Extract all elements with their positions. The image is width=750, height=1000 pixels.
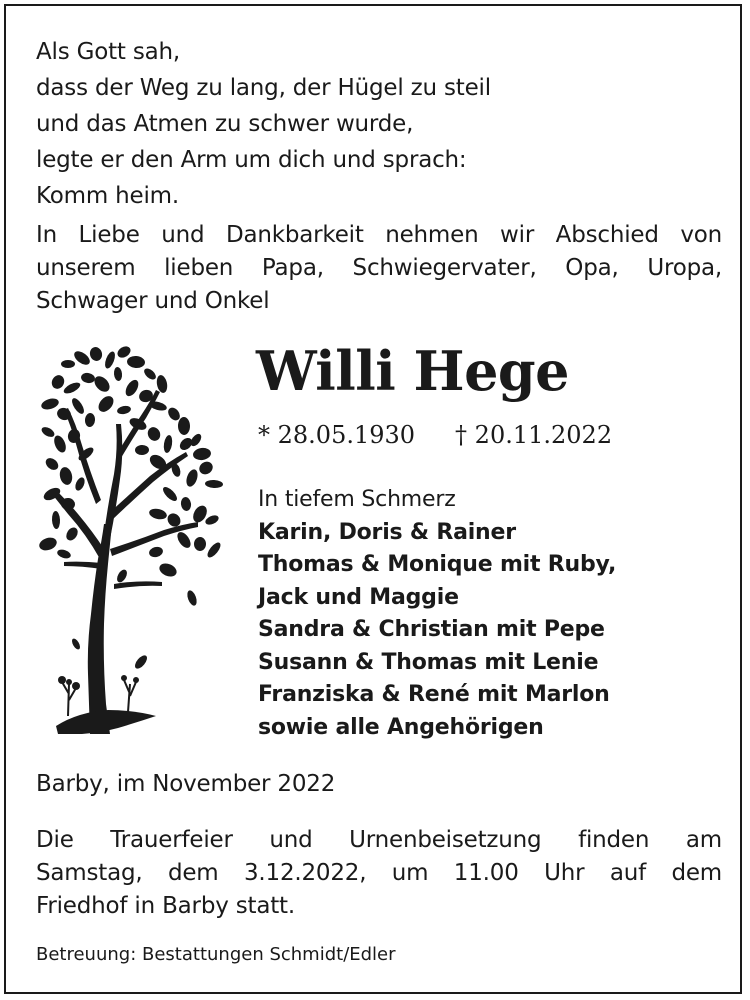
leaf-icon — [205, 480, 223, 489]
funeral-home-credit: Betreuung: Bestattungen Schmidt/Edler — [36, 944, 396, 965]
leaf-icon — [85, 413, 96, 428]
leaf-icon — [61, 360, 75, 368]
mourner-line: sowie alle Angehörigen — [258, 714, 544, 740]
leaf-icon — [40, 425, 56, 439]
leaf-icon — [205, 540, 223, 559]
leaf-icon — [56, 548, 72, 560]
ceremony-line: Samstag, dem 3.12.2022, um 11.00 Uhr auf dem — [36, 860, 722, 886]
leaf-icon — [161, 485, 179, 503]
life-dates — [258, 418, 612, 452]
intro-line: unserem lieben Papa, Schwiegervater, Opa, Uropa, — [36, 255, 722, 281]
ceremony-notice — [36, 824, 722, 923]
leaf-icon — [38, 535, 58, 552]
leaf-icon — [175, 530, 194, 550]
place-date: Barby, im November 2022 — [36, 771, 336, 797]
leaf-icon — [123, 378, 141, 399]
leaf-icon — [142, 366, 158, 381]
leaf-icon — [73, 476, 86, 492]
intro-line: In Liebe und Dankbarkeit nehmen wir Abschied von — [36, 222, 722, 248]
leaf-icon — [43, 456, 60, 473]
poem-line: Komm heim. — [36, 183, 179, 209]
leaf-icon — [58, 466, 74, 486]
tree-silhouette-icon — [38, 344, 228, 734]
mourners-list — [258, 484, 728, 744]
birth-date: * 28.05.1930 — [258, 421, 416, 449]
leaf-icon — [184, 468, 199, 488]
leaf-icon — [180, 496, 192, 511]
mourner-line: Susann & Thomas mit Lenie — [258, 649, 599, 675]
leaf-icon — [157, 561, 178, 579]
poem — [36, 34, 716, 214]
intro-line: Schwager und Onkel — [36, 288, 270, 314]
mourners-lead: In tiefem Schmerz — [258, 487, 456, 512]
leaf-icon — [178, 417, 190, 435]
leaf-icon — [116, 405, 131, 416]
mourner-line: Karin, Doris & Rainer — [258, 519, 516, 545]
leaf-icon — [163, 434, 174, 453]
death-date: † 20.11.2022 — [455, 421, 613, 449]
poem-line: und das Atmen zu schwer wurde, — [36, 111, 414, 137]
leaf-icon — [91, 373, 112, 394]
leaf-icon — [148, 507, 168, 521]
mourner-line: Sandra & Christian mit Pepe — [258, 617, 605, 642]
farewell-intro — [36, 219, 722, 318]
leaf-icon — [204, 513, 220, 526]
leaf-icon — [88, 346, 103, 363]
leaf-icon — [64, 525, 80, 542]
mourner-line: Jack und Maggie — [258, 584, 459, 610]
mourner-line: Franziska & René mit Marlon — [258, 682, 610, 707]
leaf-icon — [145, 425, 162, 443]
ceremony-line: Friedhof in Barby statt. — [36, 893, 295, 919]
leaf-icon — [197, 459, 215, 477]
leaf-icon — [52, 511, 61, 529]
leaf-icon — [70, 396, 87, 415]
leaf-icon — [40, 397, 60, 412]
leaf-icon — [50, 373, 67, 391]
leaf-icon — [62, 380, 82, 395]
deceased-name: Willi Hege — [256, 339, 570, 403]
mourner-line: Thomas & Monique mit Ruby, — [258, 552, 617, 577]
leaf-icon — [135, 445, 149, 455]
ceremony-line: Die Trauerfeier und Urnenbeisetzung finden am — [36, 827, 722, 853]
leaf-icon — [127, 355, 146, 369]
leaf-icon — [192, 447, 211, 461]
obituary-notice — [4, 4, 742, 994]
poem-line: dass der Weg zu lang, der Hügel zu steil — [36, 75, 491, 101]
leaf-icon — [80, 372, 96, 384]
leaf-icon — [103, 350, 117, 370]
leaf-icon — [148, 545, 164, 558]
leaf-icon — [96, 393, 117, 414]
leaf-icon — [113, 367, 122, 382]
poem-line: legte er den Arm um dich und sprach: — [36, 147, 467, 173]
leaf-icon — [52, 434, 68, 454]
poem-line: Als Gott sah, — [36, 39, 181, 65]
leaf-icon — [194, 537, 206, 551]
